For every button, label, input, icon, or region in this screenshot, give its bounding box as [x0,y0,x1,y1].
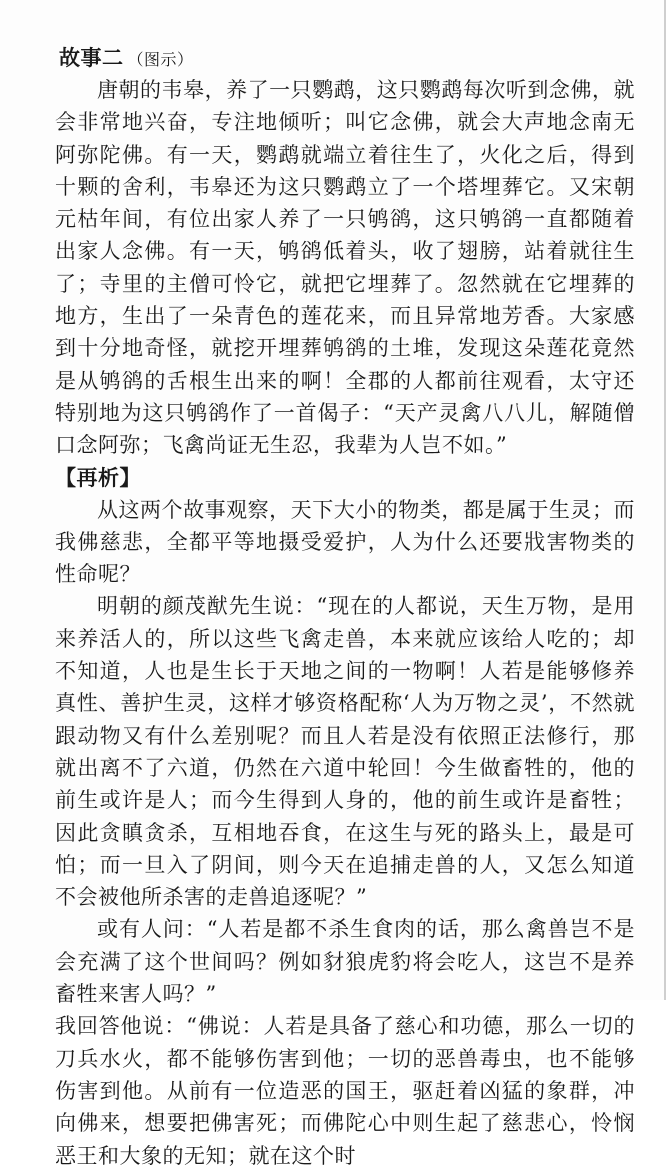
analysis-paragraph-4: 我回答他说：“佛说：人若是具备了慈心和功德，那么一切的刀兵水火，都不能够伤害到他；一切的恶兽毒虫，也不能够伤害到他。从前有一位造恶的国王，驱赶着凶猛的象群，冲向佛来，想要把佛害死；而佛陀心中则生起了慈悲心，怜悯恶王和大象的无知；就在这个时 [55,1014,635,1168]
story-paragraph: 唐朝的韦皋，养了一只鹦鹉，这只鹦鹉每次听到念佛，就会非常地兴奋，专注地倾听；叫它念佛，就会大声地念南无阿弥陀佛。有一天，鹦鹉就端立着往生了，火化之后，得到十颗的舍利，韦皋还为这只鹦鹉立了一个塔埋葬它。又宋朝元枯年间，有位出家人养了一只鸲鹆，这只鸲鹆一直都随着出家人念佛。有一天，鸲鹆低着头，收了翅膀，站着就往生了；寺里的主僧可怜它，就把它埋葬了。忽然就在它埋葬的地方，生出了一朵青色的莲花来，而且异常地芳香。大家感到十分地奇怪，就挖开埋葬鸲鹆的土堆，发现这朵莲花竟然是从鸲鹆的舌根生出来的啊！全郡的人都前往观看，太守还特别地为这只鸲鹆作了一首偈子：“天产灵禽八八儿，解随僧口念阿弥；飞禽尚证无生忍，我辈为人岂不如。” [55,78,635,458]
story-title [59,42,635,74]
page-content [55,42,635,1172]
story-title-text: 故事二 [59,46,124,70]
analysis-paragraph-1: 从这两个故事观察，天下大小的物类，都是属于生灵；而我佛慈悲，全都平等地摄受爱护，人为什么还要戕害物类的性命呢？ [55,497,635,587]
analysis-heading: 【再析】 [55,465,141,490]
analysis-paragraph-3: 或有人问：“人若是都不杀生食肉的话，那么禽兽岂不是会充满了这个世间吗？例如豺狼虎豹将会吃人，这岂不是养畜牲来害人吗？” [55,917,635,1007]
story-title-note: （图示） [127,50,194,69]
analysis-paragraph-2: 明朝的颜茂猷先生说：“现在的人都说，天生万物，是用来养活人的，所以这些飞禽走兽，本来就应该给人吃的；却不知道，人也是生长于天地之间的一物啊！人若是能够修养真性、善护生灵，这样才够资格配称‘人为万物之灵’，不然就跟动物又有什么差别呢？而且人若是没有依照正法修行，那就出离不了六道，仍然在六道中轮回！今生做畜牲的，他的前生或许是人；而今生得到人身的，他的前生或许是畜牲；因此贪瞋贪杀，互相地吞食，在这生与死的路头上，最是可怕；而一旦入了阴间，则今天在追捕走兽的人，又怎么知道不会被他所杀害的走兽追逐呢？” [55,594,635,910]
